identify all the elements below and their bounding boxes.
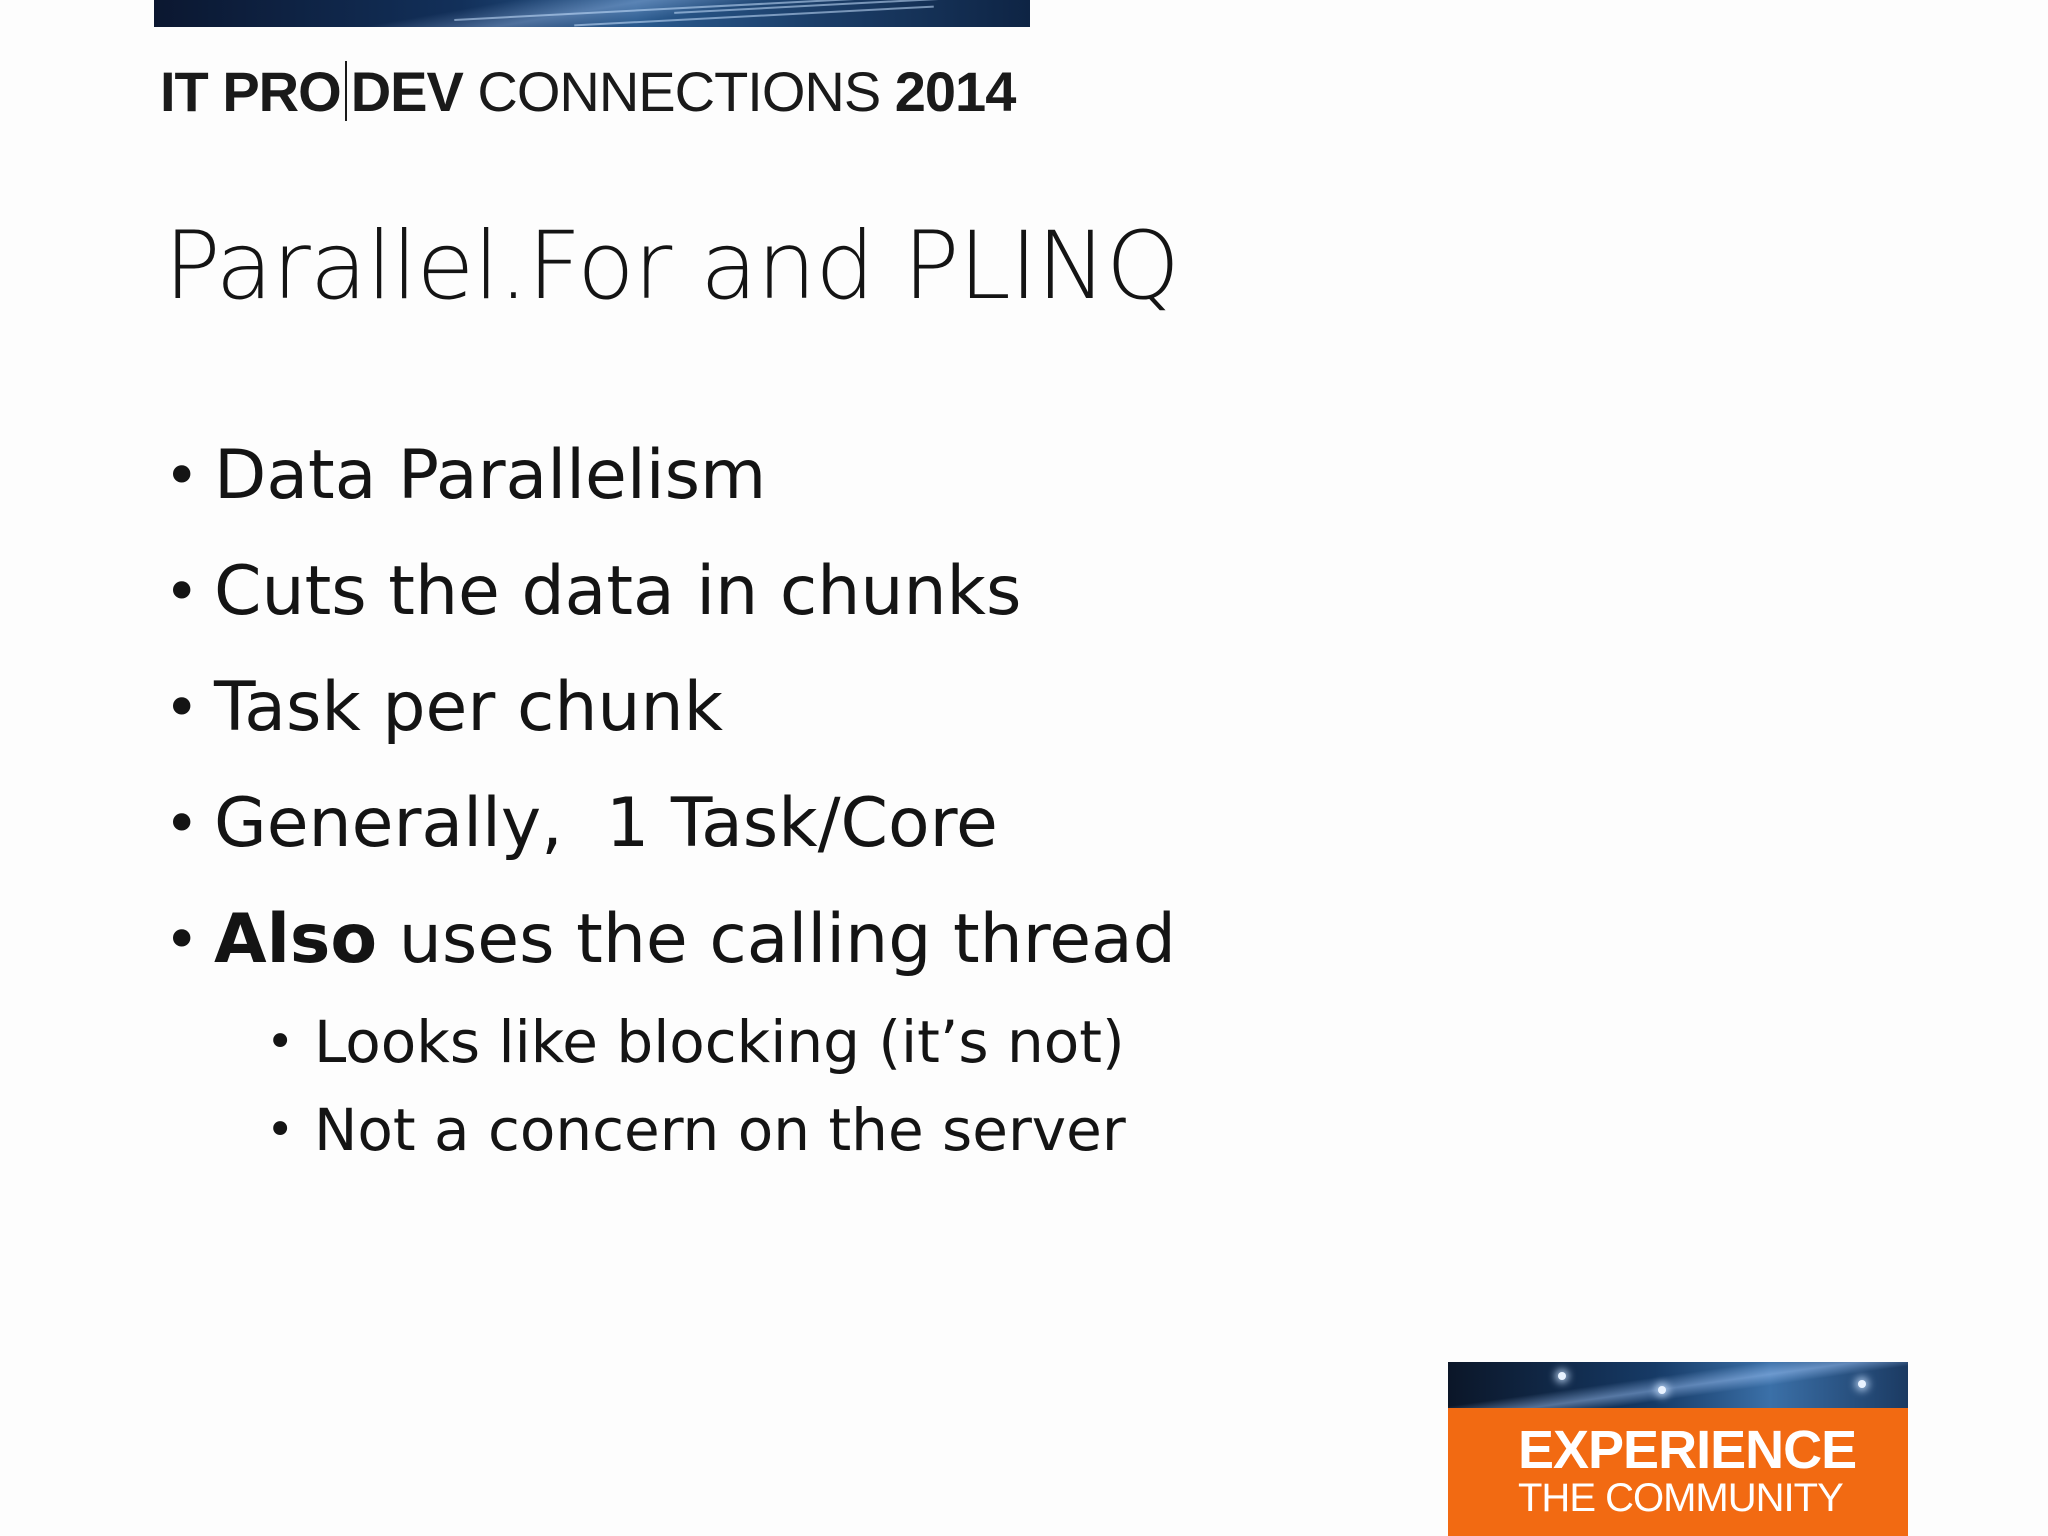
logo-connections: CONNECTIONS — [477, 60, 881, 123]
bullet-text: uses the calling thread — [377, 900, 1176, 979]
sub-bullet-text: Not a concern on the server — [314, 1096, 1126, 1164]
bullet-item — [164, 882, 1464, 998]
bullet-text: Generally, 1 Task/Core — [214, 784, 998, 863]
sub-bullet-item — [164, 1086, 1464, 1174]
sub-bullet-dot-icon: • — [266, 1102, 295, 1158]
bullet-dot-icon: • — [164, 789, 200, 859]
bullet-dot-icon: • — [164, 557, 200, 627]
slide-title: Parallel.For and PLINQ — [164, 212, 1179, 321]
sub-bullet-text: Looks like blocking (it’s not) — [314, 1008, 1125, 1076]
top-banner-image — [154, 0, 1030, 27]
badge-spark-icon — [1558, 1372, 1566, 1380]
bullet-item — [164, 418, 1464, 534]
badge-sky-image — [1448, 1362, 1908, 1408]
bullet-text: Data Parallelism — [214, 436, 767, 515]
experience-community-badge — [1448, 1362, 1908, 1536]
bullet-dot-icon: • — [164, 673, 200, 743]
bullet-item — [164, 650, 1464, 766]
logo-separator — [345, 61, 347, 121]
sub-bullet-dot-icon: • — [266, 1014, 295, 1070]
badge-line1: EXPERIENCE — [1518, 1420, 1857, 1480]
badge-spark-icon — [1858, 1380, 1866, 1388]
sub-bullet-item — [164, 998, 1464, 1086]
bullet-item — [164, 534, 1464, 650]
bullet-text: Cuts the data in chunks — [214, 552, 1022, 631]
badge-line2: THE COMMUNITY — [1518, 1476, 1843, 1520]
bullet-item — [164, 766, 1464, 882]
bullet-dot-icon: • — [164, 905, 200, 975]
bullet-list — [164, 418, 1464, 1174]
bullet-text: Task per chunk — [214, 668, 724, 747]
bullet-dot-icon: • — [164, 441, 200, 511]
logo-dev: DEV — [350, 60, 463, 123]
conference-logo — [160, 58, 1015, 126]
badge-spark-icon — [1658, 1386, 1666, 1394]
logo-itpro: IT PRO — [160, 60, 341, 123]
bullet-emphasis: Also — [214, 900, 378, 979]
logo-year: 2014 — [894, 60, 1016, 123]
